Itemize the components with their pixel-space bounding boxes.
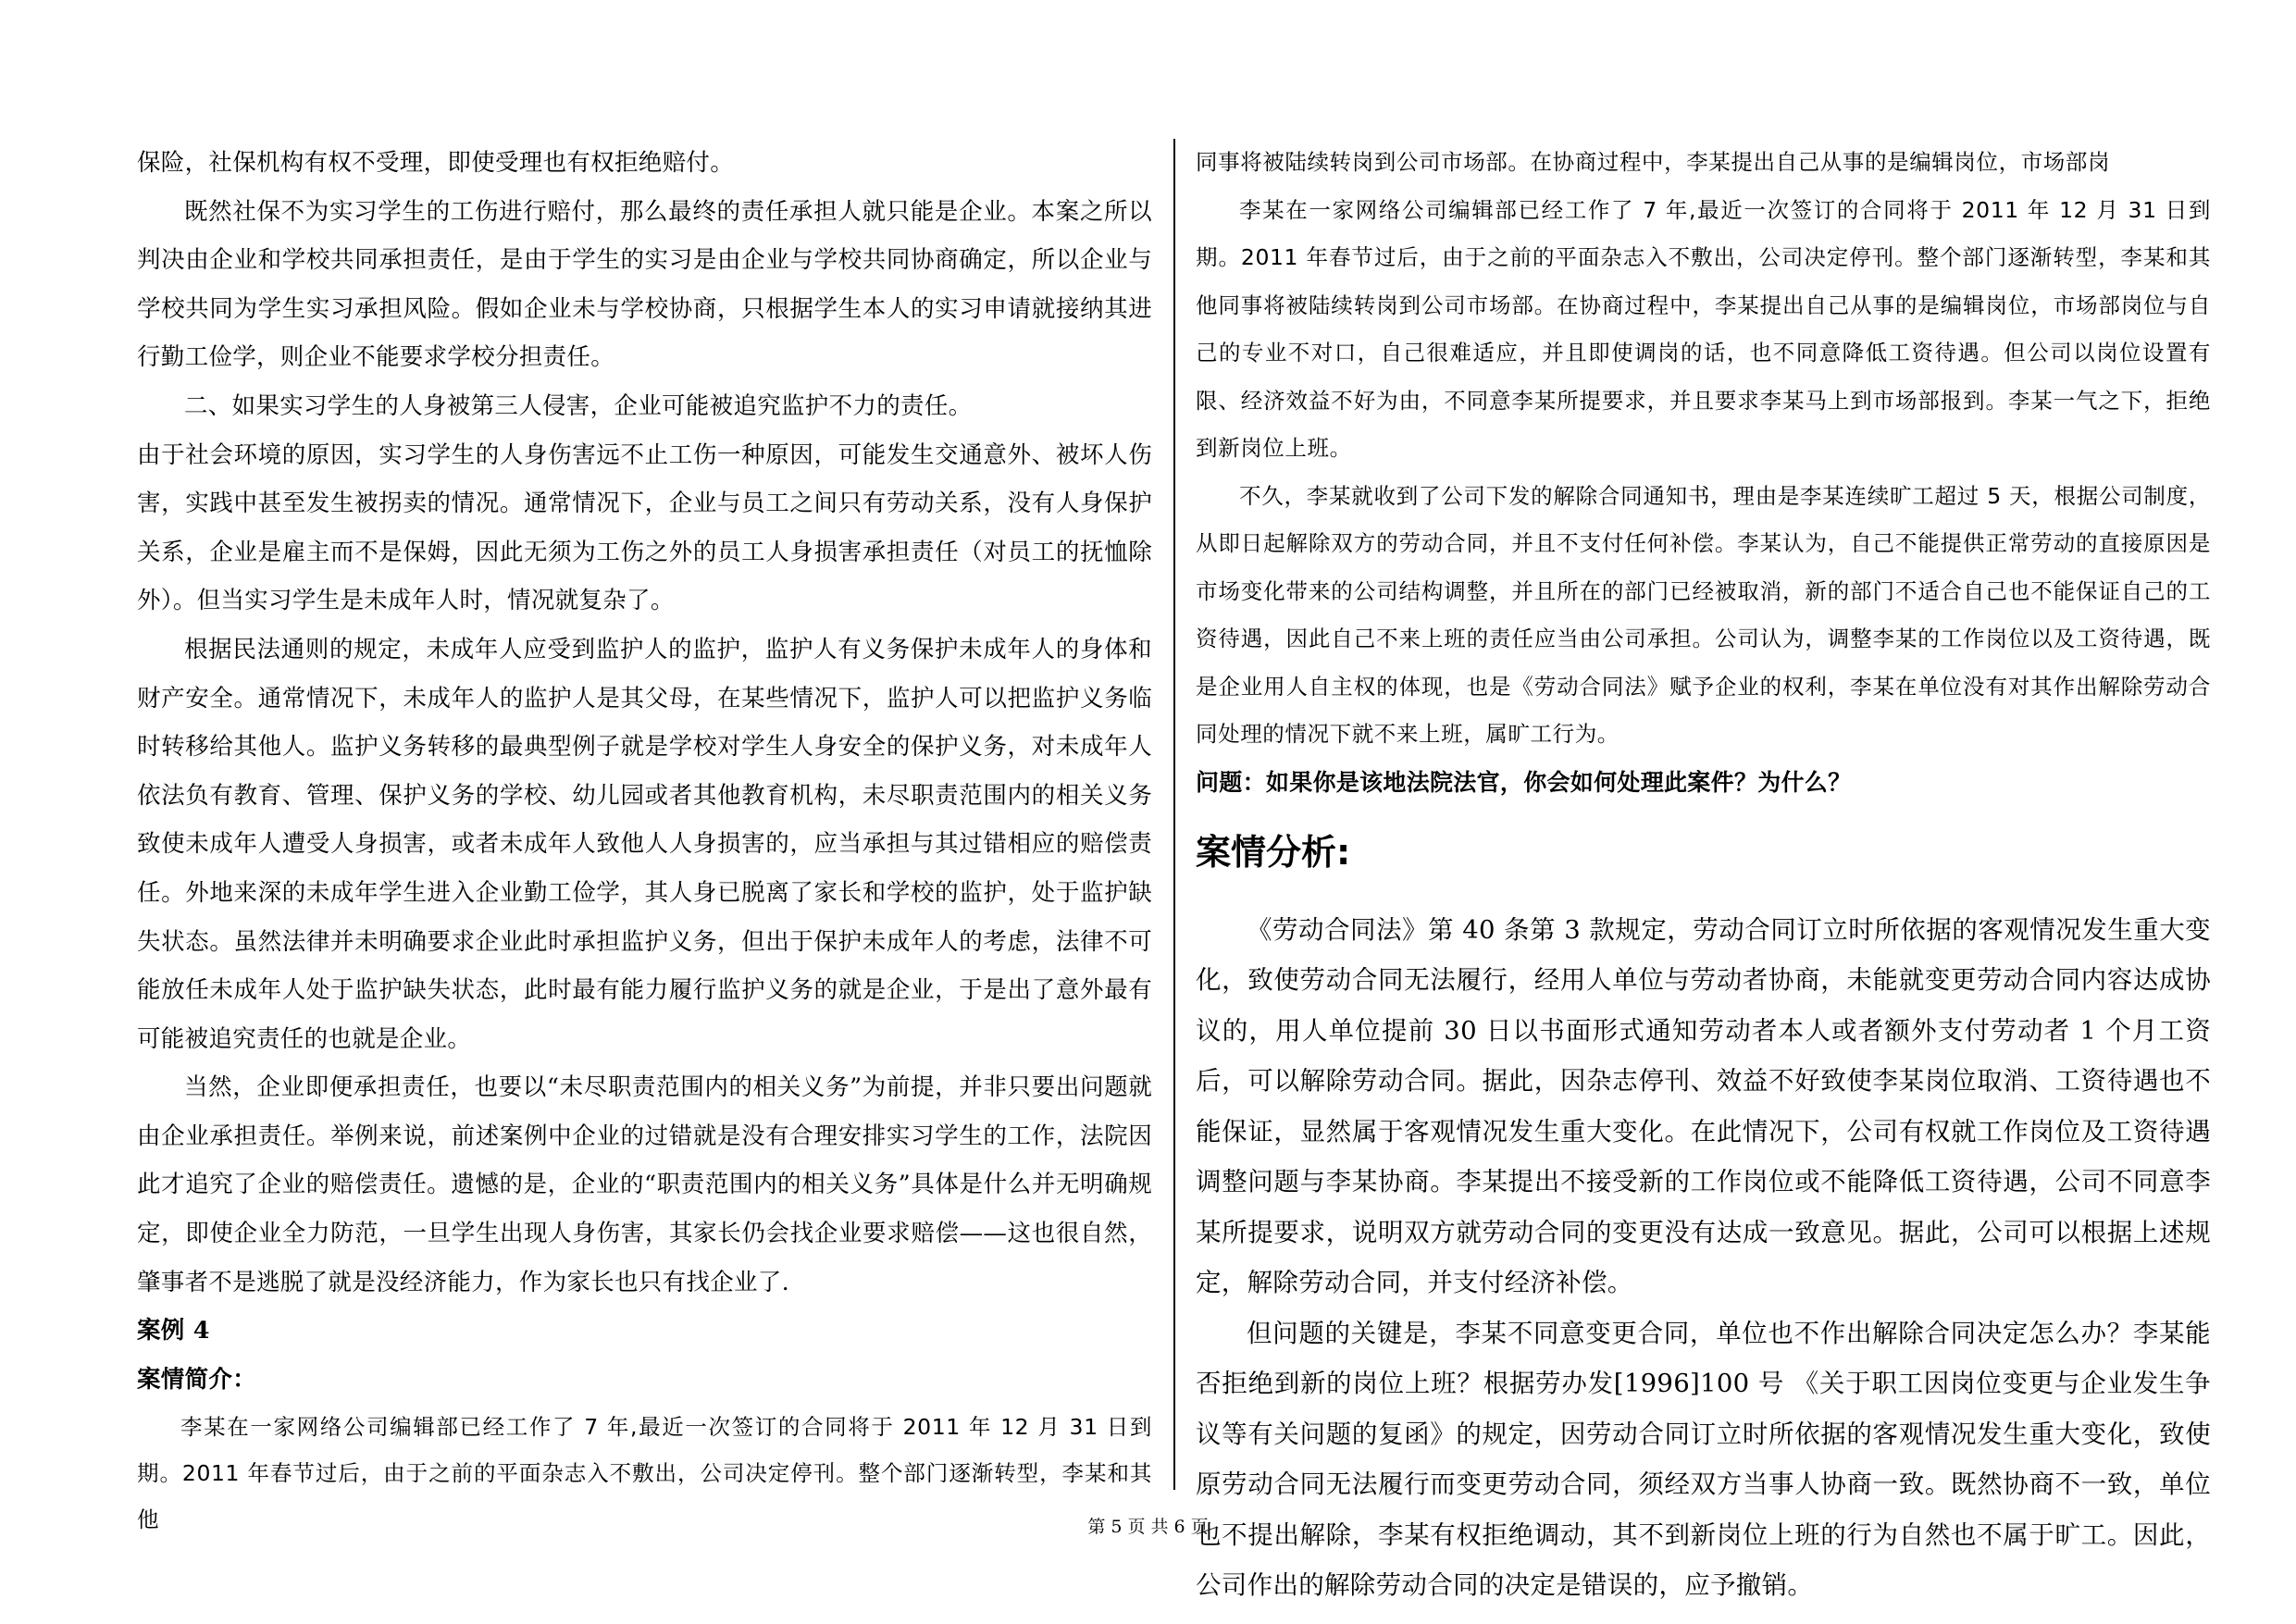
paragraph: 保险，社保机构有权不受理，即使受理也有权拒绝赔付。: [137, 149, 735, 177]
paragraph: 但问题的关键是，李某不同意变更合同，单位也不作出解除合同决定怎么办？李某能否拒绝到新的岗位上班？根据劳办发[1996]100 号 《关于职工因岗位变更与企业发生争议等有关问题的复函》的规定，因劳动合同订立时所依据的客观情况发生重大变化，致使原劳动合同无法履行而变更劳动合同，须经双方当事人协商一致。既然协商不一致，单位也不提出解除，李某有权拒绝调动，其不到新岗位上班的行为自然也不属于旷工。因此，公司作出的解除劳动合同的决定是错误的，应予撤销。: [1196, 1318, 2211, 1600]
right-column: [1196, 139, 2211, 1611]
paragraph: 根据民法通则的规定，未成年人应受到监护人的监护，监护人有义务保护未成年人的身体和财产安全。通常情况下，未成年人的监护人是其父母，在某些情况下，监护人可以把监护义务临时转移给其他人。监护义务转移的最典型例子就是学校对学生人身安全的保护义务，对未成年人依法负有教育、管理、保护义务的学校、幼儿园或者其他教育机构，未尽职责范围内的相关义务致使未成年人遭受人身损害，或者未成年人致他人人身损害的，应当承担与其过错相应的赔偿责任。外地来深的未成年学生进入企业勤工俭学，其人身已脱离了家长和学校的监护，处于监护缺失状态。虽然法律并未明确要求企业此时承担监护义务，但出于保护未成年人的考虑，法律不可能放任未成年人处于监护缺失状态，此时最有能力履行监护义务的就是企业，于是出了意外最有可能被追究责任的也就是企业。: [137, 635, 1152, 1053]
paragraph: 李某在一家网络公司编辑部已经工作了 7 年,最近一次签订的合同将于 2011 年 12 月 31 日到期。2011 年春节过后，由于之前的平面杂志入不敷出，公司决定停刊。整个部门逐渐转型，李某和其他: [137, 1414, 1152, 1533]
section-heading: 案情分析:: [1196, 831, 1351, 873]
left-column: [137, 139, 1152, 1543]
paragraph: 当然，企业即便承担责任，也要以“未尽职责范围内的相关义务”为前提，并非只要出问题就由企业承担责任。举例来说，前述案例中企业的过错就是没有合理安排实习学生的工作，法院因此才追究了企业的赔偿责任。遗憾的是，企业的“职责范围内的相关义务”具体是什么并无明确规定，即使企业全力防范，一旦学生出现人身伤害，其家长仍会找企业要求赔偿——这也很自然，肇事者不是逃脱了就是没经济能力，作为家长也只有找企业了.: [137, 1073, 1152, 1296]
paragraph: 同事将被陆续转岗到公司市场部。在协商过程中，李某提出自己从事的是编辑岗位，市场部岗: [1196, 149, 2111, 175]
paragraph: 李某在一家网络公司编辑部已经工作了 7 年,最近一次签订的合同将于 2011 年 12 月 31 日到期。2011 年春节过后，由于之前的平面杂志入不敷出，公司决定停刊。整个部门逐渐转型，李某和其他同事将被陆续转岗到公司市场部。在协商过程中，李某提出自己从事的是编辑岗位，市场部岗位与自己的专业不对口，自己很难适应，并且即使调岗的话，也不同意降低工资待遇。但公司以岗位设置有限、经济效益不好为由，不同意李某所提要求，并且要求李某马上到市场部报到。李某一气之下，拒绝到新岗位上班。: [1196, 196, 2211, 461]
paragraph: 由于社会环境的原因，实习学生的人身伤害远不止工伤一种原因，可能发生交通意外、被坏人伤害，实践中甚至发生被拐卖的情况。通常情况下，企业与员工之间只有劳动关系，没有人身保护关系，企业是雇主而不是保姆，因此无须为工伤之外的员工人身损害承担责任（对员工的抚恤除外）。但当实习学生是未成年人时，情况就复杂了。: [137, 440, 1152, 615]
paragraph: 不久，李某就收到了公司下发的解除合同通知书，理由是李某连续旷工超过 5 天，根据公司制度，从即日起解除双方的劳动合同，并且不支付任何补偿。李某认为，自己不能提供正常劳动的直接原因是市场变化带来的公司结构调整，并且所在的部门已经被取消，新的部门不适合自己也不能保证自己的工资待遇，因此自己不来上班的责任应当由公司承担。公司认为，调整李某的工作岗位以及工资待遇，既是企业用人自主权的体现，也是《劳动合同法》赋予企业的权利，李某在单位没有对其作出解除劳动合同处理的情况下就不来上班，属旷工行为。: [1196, 482, 2211, 747]
paragraph: 既然社保不为实习学生的工伤进行赔付，那么最终的责任承担人就只能是企业。本案之所以判决由企业和学校共同承担责任，是由于学生的实习是由企业与学校共同协商确定，所以企业与学校共同为学生实习承担风险。假如企业未与学校协商，只根据学生本人的实习申请就接纳其进行勤工俭学，则企业不能要求学校分担责任。: [137, 197, 1152, 372]
paragraph: 《劳动合同法》第 40 条第 3 款规定，劳动合同订立时所依据的客观情况发生重大变化，致使劳动合同无法履行，经用人单位与劳动者协商，未能就变更劳动合同内容达成协议的，用人单位提前 30 日以书面形式通知劳动者本人或者额外支付劳动者 1 个月工资后，可以解除劳动合同。据此，因杂志停刊、效益不好致使李某岗位取消、工资待遇也不能保证，显然属于客观情况发生重大变化。在此情况下，公司有权就工作岗位及工资待遇调整问题与李某协商。李某提出不接受新的工作岗位或不能降低工资待遇，公司不同意李某所提要求，说明双方就劳动合同的变更没有达成一致意见。据此，公司可以根据上述规定，解除劳动合同，并支付经济补偿。: [1196, 914, 2211, 1297]
question: 问题：如果你是该地法院法官，你会如何处理此案件？为什么？: [1196, 768, 1852, 796]
page-number: 第 5 页 共 6 页: [1087, 1517, 1209, 1537]
case-label: 案例 4: [137, 1317, 210, 1345]
case-intro-label: 案情简介：: [137, 1365, 257, 1394]
paragraph: 二、如果实习学生的人身被第三人侵害，企业可能被追究监护不力的责任。: [184, 391, 973, 420]
column-divider: [1173, 139, 1175, 1490]
